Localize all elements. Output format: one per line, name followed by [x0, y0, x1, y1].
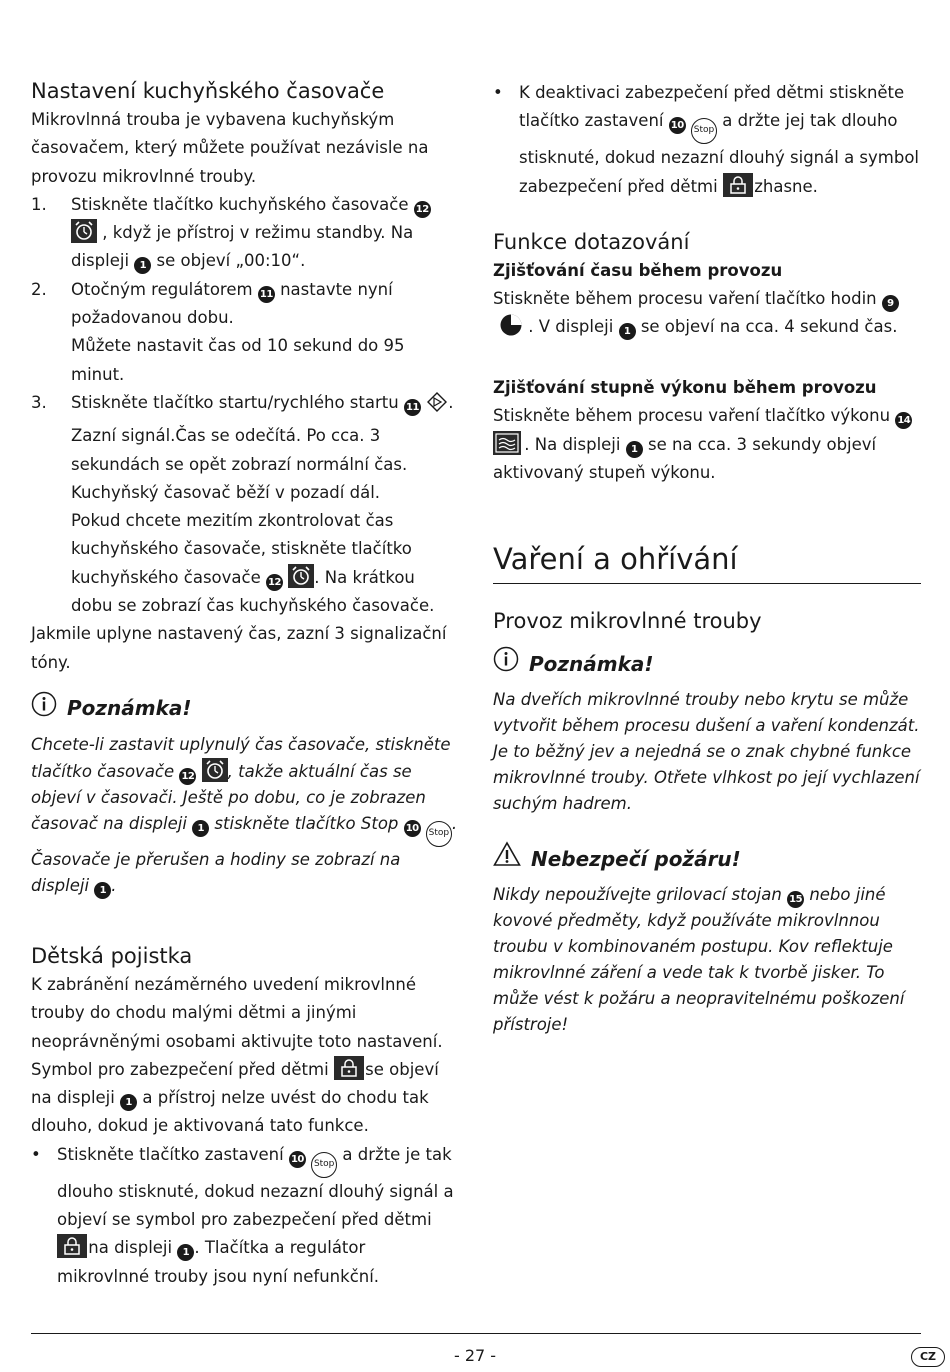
ref-number: 10 — [404, 820, 421, 837]
deactivate-bullet: • K deaktivaci zabezpečení před dětmi stiskněte tlačítko zastavení 10 Stop a držte jej tak dlouho stisknuté, dokud nezazní dlouhý signál a symbol zabezpečení před dětmi zhasne. — [493, 83, 920, 196]
stop-key-icon: Stop — [691, 118, 717, 144]
child-lock-bullet: • Stiskněte tlačítko zastavení 10 Stop a držte je tak dlouho stisknuté, dokud nezazní dlouhý signál a objeví se symbol pro zabezpečení před dětmi na displeji 1 . Tlačítka a regulátor mikrovlnné trouby jsou nyní nefunkční. — [31, 1144, 454, 1286]
timer-step-2: 2. Otočným regulátorem 11 nastavte nyní požadovanou dobu. Můžete nastavit čas od 10 sekund do 95 minut. — [31, 279, 405, 384]
ref-number: 10 — [289, 1151, 306, 1168]
info-icon — [31, 691, 57, 726]
left-column — [31, 76, 461, 1291]
start-diamond-icon — [426, 391, 448, 422]
cooking-note-text: Na dveřích mikrovlnné trouby nebo krytu se může vytvořit během procesu dušení a vaření kondenzát. Je to běžný jev a nejedná se o znak chybné funkce mikrovlnné trouby. Otřete vlhkost po její vychlazení suchým hadrem. — [493, 690, 920, 814]
query-power-text: Stiskněte během procesu vaření tlačítko výkonu 14 . Na displeji 1 se na cca. 3 sekundy objeví aktivovaný stupeň výkonu. — [493, 402, 921, 487]
ref-number: 1 — [177, 1244, 194, 1261]
kitchen-timer-key-icon — [288, 564, 314, 588]
language-badge: CZ — [911, 1347, 945, 1367]
stop-key-icon: Stop — [426, 821, 452, 847]
ref-number: 1 — [94, 882, 111, 899]
info-icon — [493, 646, 519, 681]
footer-divider — [31, 1333, 921, 1334]
power-key-icon — [493, 431, 519, 455]
ref-number: 1 — [134, 257, 151, 274]
child-lock-key-icon — [723, 173, 749, 197]
child-lock-p1: K zabránění nezáměrného uvedení mikrovlnné trouby do chodu malými dětmi a jinými neoprávněnými osobami aktivujte toto nastavení. — [31, 974, 443, 1051]
timer-after: Jakmile uplyne nastavený čas, zazní 3 signalizační tóny. — [31, 624, 447, 672]
query-heading: Funkce dotazování — [493, 229, 690, 254]
ref-number: 10 — [669, 117, 686, 134]
ref-number: 1 — [619, 323, 636, 340]
cooking-heading: Vaření a ohřívání — [493, 542, 738, 577]
note-heading: Poznámka! — [493, 646, 921, 681]
fire-warning-heading: Nebezpečí požáru! — [493, 841, 921, 876]
ref-number: 11 — [258, 286, 275, 303]
timer-step-3: 3. Stiskněte tlačítko startu/rychlého startu 11 . Zazní signál.Čas se odečítá. Po cca. 3 sekundách se opět zobrazí normální čas. Kuchyňský časovač běží v pozadí dál. Pokud chcete mezitím zkontrolovat čas kuchyňského časovače, stiskněte tlačítko kuchyňského časovače 12 . Na krátkou dobu se zobrazí čas kuchyňského časovače. — [31, 392, 454, 616]
ref-number: 9 — [882, 295, 899, 312]
child-lock-key-icon — [57, 1234, 83, 1258]
note-text: Chcete-li zastavit uplynulý čas časovače, stiskněte tlačítko časovače 12 , takže aktuální čas se objeví v časovači. Ještě po dobu, co je zobrazen časovač na displeji 1 stiskněte tlačítko Stop 10 Stop . Časovače je přerušen a hodiny se zobrazí na displeji 1 . — [31, 732, 461, 899]
timer-step-1: 1. Stiskněte tlačítko kuchyňského časovače 12 , když je přístroj v režimu standby. Na displeji 1 se objeví „00:10“. — [31, 191, 461, 276]
kitchen-timer-key-icon — [202, 758, 228, 782]
ref-number: 1 — [120, 1094, 137, 1111]
query-sub-time: Zjišťování času během provozu — [493, 260, 783, 280]
child-lock-heading: Dětská pojistka — [31, 943, 193, 968]
ref-number: 12 — [266, 574, 283, 591]
right-column — [493, 79, 921, 1038]
query-sub-power: Zjišťování stupně výkonu během provozu — [493, 378, 877, 398]
kitchen-timer-key-icon — [71, 219, 97, 243]
clock-key-icon — [499, 313, 523, 346]
cooking-section-rule — [493, 539, 921, 584]
timer-heading: Nastavení kuchyňského časovače — [31, 79, 385, 103]
timer-intro: Mikrovlnná trouba je vybavena kuchyňským časovačem, který můžete používat nezávisle na provozu mikrovlnné trouby. — [31, 110, 429, 186]
child-lock-key-icon — [334, 1056, 360, 1080]
fire-warning-text: Nikdy nepoužívejte grilovací stojan 15 nebo jiné kovové předměty, když používáte mikrovlnnou troubu v kombinovaném postupu. Kov reflektuje mikrovlnné záření a vede tak k tvorbě jisker. To může vést k požáru a neopravitelnému poškození přístroje! — [493, 885, 905, 1035]
child-lock-p2: Symbol pro zabezpečení před dětmi se objeví na displeji 1 a přístroj nelze uvést do chodu tak dlouho, dokud je aktivovaná tato funkce. — [31, 1056, 461, 1141]
microwave-operation-heading: Provoz mikrovlnné trouby — [493, 609, 762, 634]
page-number: - 27 - — [453, 1346, 497, 1365]
warning-icon — [493, 841, 521, 876]
ref-number: 15 — [787, 891, 804, 908]
stop-key-icon: Stop — [311, 1152, 337, 1178]
ref-number: 1 — [192, 820, 209, 837]
ref-number: 11 — [404, 399, 421, 416]
note-heading: Poznámka! — [31, 691, 461, 726]
ref-number: 12 — [179, 768, 196, 785]
ref-number: 1 — [626, 441, 643, 458]
ref-number: 14 — [895, 412, 912, 429]
query-time-text: Stiskněte během procesu vaření tlačítko hodin 9 . V displeji 1 se objeví na cca. 4 sekund čas. — [493, 285, 921, 347]
ref-number: 12 — [414, 201, 431, 218]
